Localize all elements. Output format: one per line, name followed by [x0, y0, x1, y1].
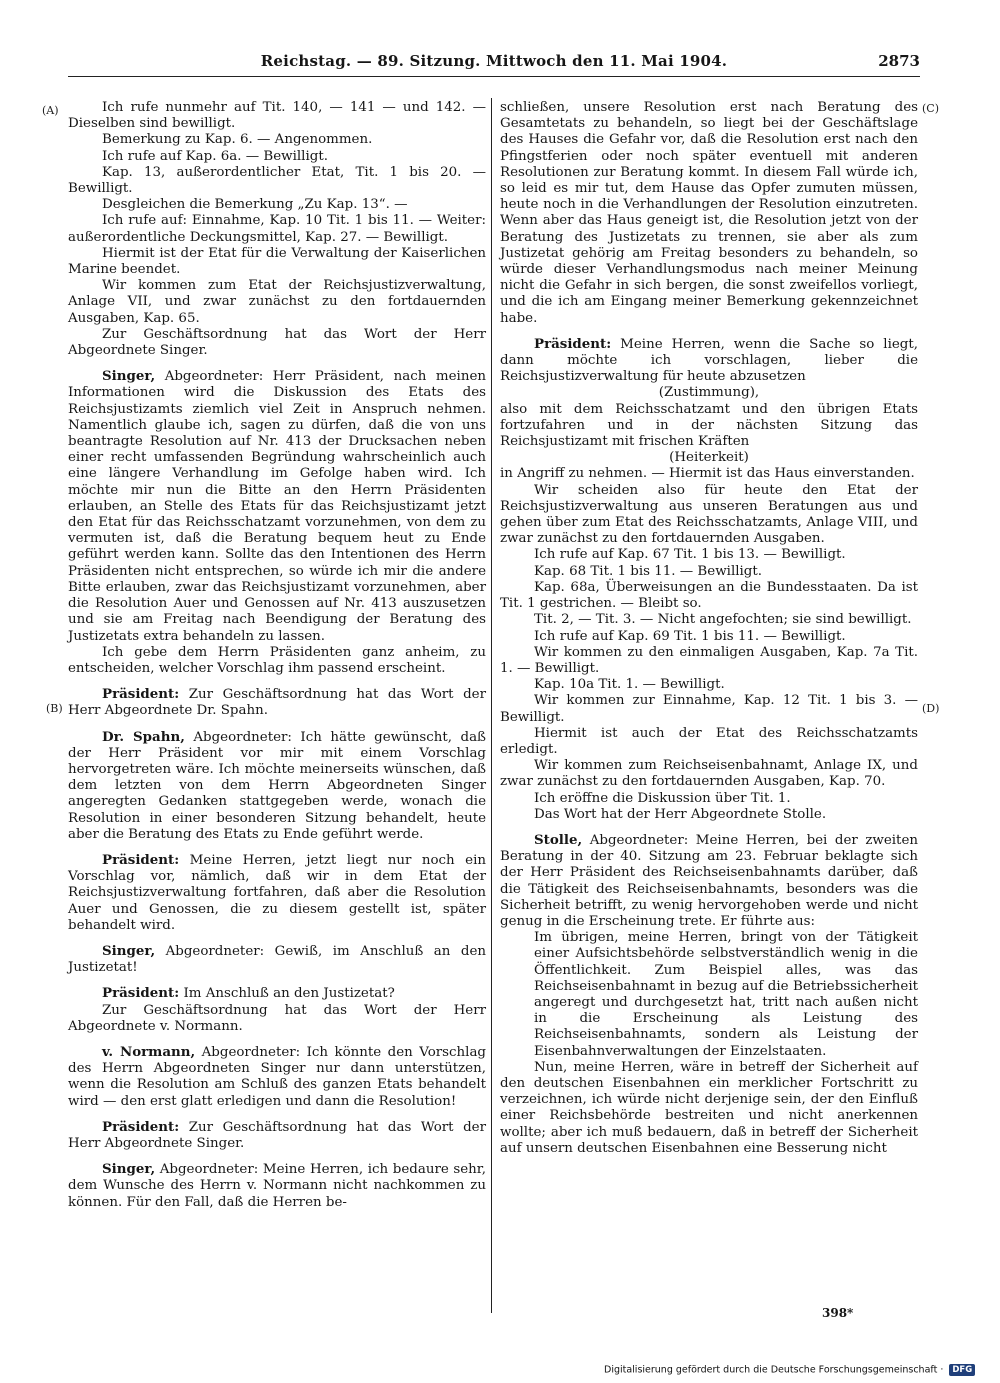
speech-paragraph: Singer, Abgeordneter: Meine Herren, ich bedaure sehr, dem Wunsche des Herrn v. Normann nicht nachkommen zu können. Für den Fall, daß die Herren be- — [68, 1161, 486, 1210]
dfg-logo: DFG — [949, 1364, 975, 1376]
speech-paragraph: Präsident: Meine Herren, wenn die Sache so liegt, dann möchte ich vorschlagen, lieber die Reichsjustizverwaltung für heute abzusetzen — [500, 335, 918, 385]
paragraph: Zur Geschäftsordnung hat das Wort der Herr Abgeordnete v. Normann. — [68, 1002, 486, 1034]
paragraph: Kap. 68 Tit. 1 bis 11. — Bewilligt. — [534, 563, 763, 579]
speech-paragraph: v. Normann, Abgeordneter: Ich könnte den Vorschlag des Herrn Abgeordneten Singer nur dann unterstützen, wenn die Resolution am Schluß des ganzen Etats behandelt wird — den erst glatt erledigen und dann die Resolution! — [68, 1043, 486, 1109]
left-column — [68, 100, 486, 1211]
paragraph: Hiermit ist der Etat für die Verwaltung der Kaiserlichen Marine beendet. — [68, 245, 486, 278]
running-title: Reichstag. — 89. Sitzung. Mittwoch den 11. Mai 1904. — [260, 52, 728, 70]
paragraph: Hiermit ist auch der Etat des Reichsschatzamts erledigt. — [500, 725, 918, 757]
paragraph: Ich rufe auf Kap. 67 Tit. 1 bis 13. — Bewilligt. — [534, 547, 846, 563]
page-header — [68, 52, 920, 77]
speech-paragraph: Präsident: Meine Herren, jetzt liegt nur noch ein Vorschlag vor, nämlich, daß wir in dem Etat der Reichsjustizverwaltung fortfahren, daß aber die Resolution Auer und Genossen, die zu diesem gestellt ist, später behandelt wird. — [68, 851, 486, 933]
speech-paragraph: Singer, Abgeordneter: Herr Präsident, nach meinen Informationen wird die Diskussion des Etats des Reichsjustizamts ziemlich viel Zeit in Anspruch nehmen. Namentlich glaube ich, sagen zu dürfen, daß die von uns beantragte Resolution auf Nr. 413 der Drucksachen neben einer recht umfassenden Begründung wahrscheinlich auch eine längere Verhandlung im Gefolge haben wird. Ich möchte mir nun die Bitte an den Herrn Präsidenten erlauben, an Stelle des Etats für das Reichsjustizamt jetzt den Etat für das Reichsschatzamt vorzunehmen, von dem zu vermuten ist, daß die Beratung bequem heut zu Ende geführt werden kann. Sollte das den Intentionen des Herrn Präsidenten nicht entsprechen, so würde ich mir die andere Bitte erlauben, zwar das Reichsjustizamt vorzunehmen, aber die Resolution Auer und Genossen auf Nr. 413 auszusetzen und sie am Freitag nach Beendigung der Beratung des Justizetats extra behandeln zu lassen. — [68, 368, 486, 644]
speech-paragraph: Präsident: Zur Geschäftsordnung hat das Wort der Herr Abgeordnete Singer. — [68, 1118, 486, 1151]
paragraph: Ich rufe nunmehr auf Tit. 140, — 141 — und 142. — Dieselben sind bewilligt. — [68, 100, 486, 132]
paragraph: schließen, unsere Resolution erst nach Beratung des Gesamtetats zu behandeln, so liegt bei der Geschäftslage des Hauses die Gefahr vor, daß die Resolution erst nach den Pfingstferien oder noch später eventuell mit anderen Resolutionen zur Beratung kommt. In diesem Fall würde ich, so leid es mir tut, dem Hause das Opfer zumuten müssen, heute noch in die Verhandlungen der Resolution einzutreten. Wenn aber das Haus geneigt ist, die Resolution jetzt von der Beratung des Justizetats zu trennen, sie aber als zum Justizetat gehörig am Freitag besonders zu behandeln, so würde dieser Verhandlungsmodus nach meiner Meinung nicht die Gefahr in sich bergen, die sonst zweifellos vorliegt, und die ich am Eingang meiner Bemerkung gekennzeichnet habe. — [500, 100, 918, 326]
sheet-signature: 398* — [822, 1306, 854, 1320]
interjection: (Heiterkeit) — [669, 450, 749, 466]
interjection: (Zustimmung), — [658, 385, 760, 401]
paragraph: Ich eröffne die Diskussion über Tit. 1. — [534, 790, 791, 806]
paragraph: Wir scheiden also für heute den Etat der Reichsjustizverwaltung aus unseren Beratungen aus und gehen über zum Etat des Reichsschatzamts, Anlage VIII, und zwar zunächst zu den fortdauernden Ausgaben. — [500, 482, 918, 547]
paragraph: Kap. 13, außerordentlicher Etat, Tit. 1 bis 20. — Bewilligt. — [68, 164, 486, 197]
speaker-name: Präsident: — [102, 1118, 180, 1135]
speech-paragraph: Präsident: Im Anschluß an den Justizetat? — [102, 985, 395, 1002]
paragraph: Bemerkung zu Kap. 6. — Angenommen. — [102, 132, 373, 148]
paragraph: Desgleichen die Bemerkung „Zu Kap. 13“. — — [102, 197, 408, 213]
paragraph: Zur Geschäftsordnung hat das Wort der Herr Abgeordnete Singer. — [68, 326, 486, 359]
paragraph: Das Wort hat der Herr Abgeordnete Stolle. — [534, 806, 827, 822]
paragraph: Kap. 10a Tit. 1. — Bewilligt. — [534, 677, 725, 693]
paragraph: Wir kommen zur Einnahme, Kap. 12 Tit. 1 bis 3. — Bewilligt. — [500, 693, 918, 725]
margin-mark-d: (D) — [922, 702, 940, 715]
footer-text: Digitalisierung gefördert durch die Deutsche Forschungsgemeinschaft · — [604, 1364, 944, 1376]
paragraph: Nun, meine Herren, wäre in betreff der Sicherheit auf den deutschen Eisenbahnen ein merklicher Fortschritt zu verzeichnen, ich würde nicht derjenige sein, der den Einfluß einer Reichsbehörde bestreiten und nicht anerkennen wollte; aber ich muß bedauern, daß in betreff der Sicherheit auf unsern deutschen Eisenbahnen eine Besserung nicht — [500, 1059, 918, 1156]
paragraph: Ich rufe auf Kap. 6a. — Bewilligt. — [102, 148, 328, 164]
speaker-name: Präsident: — [102, 985, 180, 1002]
speech-paragraph: Präsident: Zur Geschäftsordnung hat das Wort der Herr Abgeordnete Dr. Spahn. — [68, 686, 486, 719]
page-number: 2873 — [878, 52, 920, 70]
speaker-name: Präsident: — [102, 851, 180, 868]
paragraph: Ich gebe dem Herrn Präsidenten ganz anheim, zu entscheiden, welcher Vorschlag ihm passend erscheint. — [68, 644, 486, 676]
paragraph: Wir kommen zu den einmaligen Ausgaben, Kap. 7a Tit. 1. — Bewilligt. — [500, 644, 918, 676]
speaker-name: Singer, — [102, 942, 156, 959]
margin-mark-c: (C) — [922, 102, 939, 115]
paragraph: Wir kommen zum Reichseisenbahnamt, Anlage IX, und zwar zunächst zu den fortdauernden Ausgaben, Kap. 70. — [500, 758, 918, 790]
speaker-name: Präsident: — [102, 686, 180, 703]
margin-mark-b: (B) — [46, 702, 63, 715]
paragraph: in Angriff zu nehmen. — Hiermit ist das Haus einverstanden. — [500, 466, 915, 482]
paragraph: Tit. 2, — Tit. 3. — Nicht angefochten; sie sind bewilligt. — [534, 612, 912, 628]
paragraph: Ich rufe auf: Einnahme, Kap. 10 Tit. 1 bis 11. — Weiter: außerordentliche Deckungsmittel, Kap. 27. — Bewilligt. — [68, 213, 486, 245]
paragraph: Wir kommen zum Etat der Reichsjustizverwaltung, Anlage VII, und zwar zunächst zu den fortdauernden Ausgaben, Kap. 65. — [68, 278, 486, 326]
speaker-name: Singer, — [102, 1161, 156, 1178]
paragraph: also mit dem Reichsschatzamt und den übrigen Etats fortzufahren und in der nächsten Sitzung das Reichsjustizamt mit frischen Kräften — [500, 401, 918, 450]
speaker-name: v. Normann, — [102, 1043, 196, 1060]
speaker-name: Präsident: — [534, 335, 612, 352]
paragraph: Ich rufe auf Kap. 69 Tit. 1 bis 11. — Bewilligt. — [534, 628, 846, 644]
speaker-name: Singer, — [102, 368, 156, 385]
paragraph: Kap. 68a, Überweisungen an die Bundesstaaten. Da ist Tit. 1 gestrichen. — Bleibt so. — [500, 579, 918, 612]
column-divider — [491, 98, 492, 1313]
margin-mark-a: (A) — [42, 104, 59, 117]
quotation: Im übrigen, meine Herren, bringt von der Tätigkeit einer Aufsichtsbehörde selbstverständlich wenig in die Öffentlichkeit. Zum Beispiel alles, was das Reichseisenbahnamt in bezug auf die Betriebssicherheit angeregt und durchgesetzt hat, tritt nach außen nicht in die Erscheinung als Leistung des Reichseisenbahnamts, sondern als Leistung der Eisenbahnverwaltungen der Einzelstaaten. — [534, 930, 918, 1059]
speech-paragraph: Stolle, Abgeordneter: Meine Herren, bei der zweiten Beratung in der 40. Sitzung am 23. Februar beklagte sich der Herr Präsident des Reichseisenbahnamts darüber, daß die Tätigkeit des Reichseisenbahnamts, besonders was die Sicherheit betrifft, zu wenig hervorgehoben werde und nicht genug in die Erscheinung trete. Er führte aus: — [500, 831, 918, 929]
speech-paragraph: Singer, Abgeordneter: Gewiß, im Anschluß an den Justizetat! — [68, 942, 486, 976]
speaker-name: Stolle, — [534, 831, 583, 848]
speaker-name: Dr. Spahn, — [102, 728, 185, 745]
right-column — [500, 100, 918, 1157]
digitization-footer — [604, 1364, 975, 1378]
speech-paragraph: Dr. Spahn, Abgeordneter: Ich hätte gewünscht, daß der Herr Präsident vor mir mit einem Vorschlag hervorgetreten wäre. Ich möchte meinerseits wünschen, daß dem letzten von dem Herrn Abgeordneten Singer angeregten Gedanken stattgegeben werde, wonach die Resolution in einer besonderen Sitzung behandelt, heute aber die Beratung des Etats zu Ende geführt werde. — [68, 728, 486, 842]
